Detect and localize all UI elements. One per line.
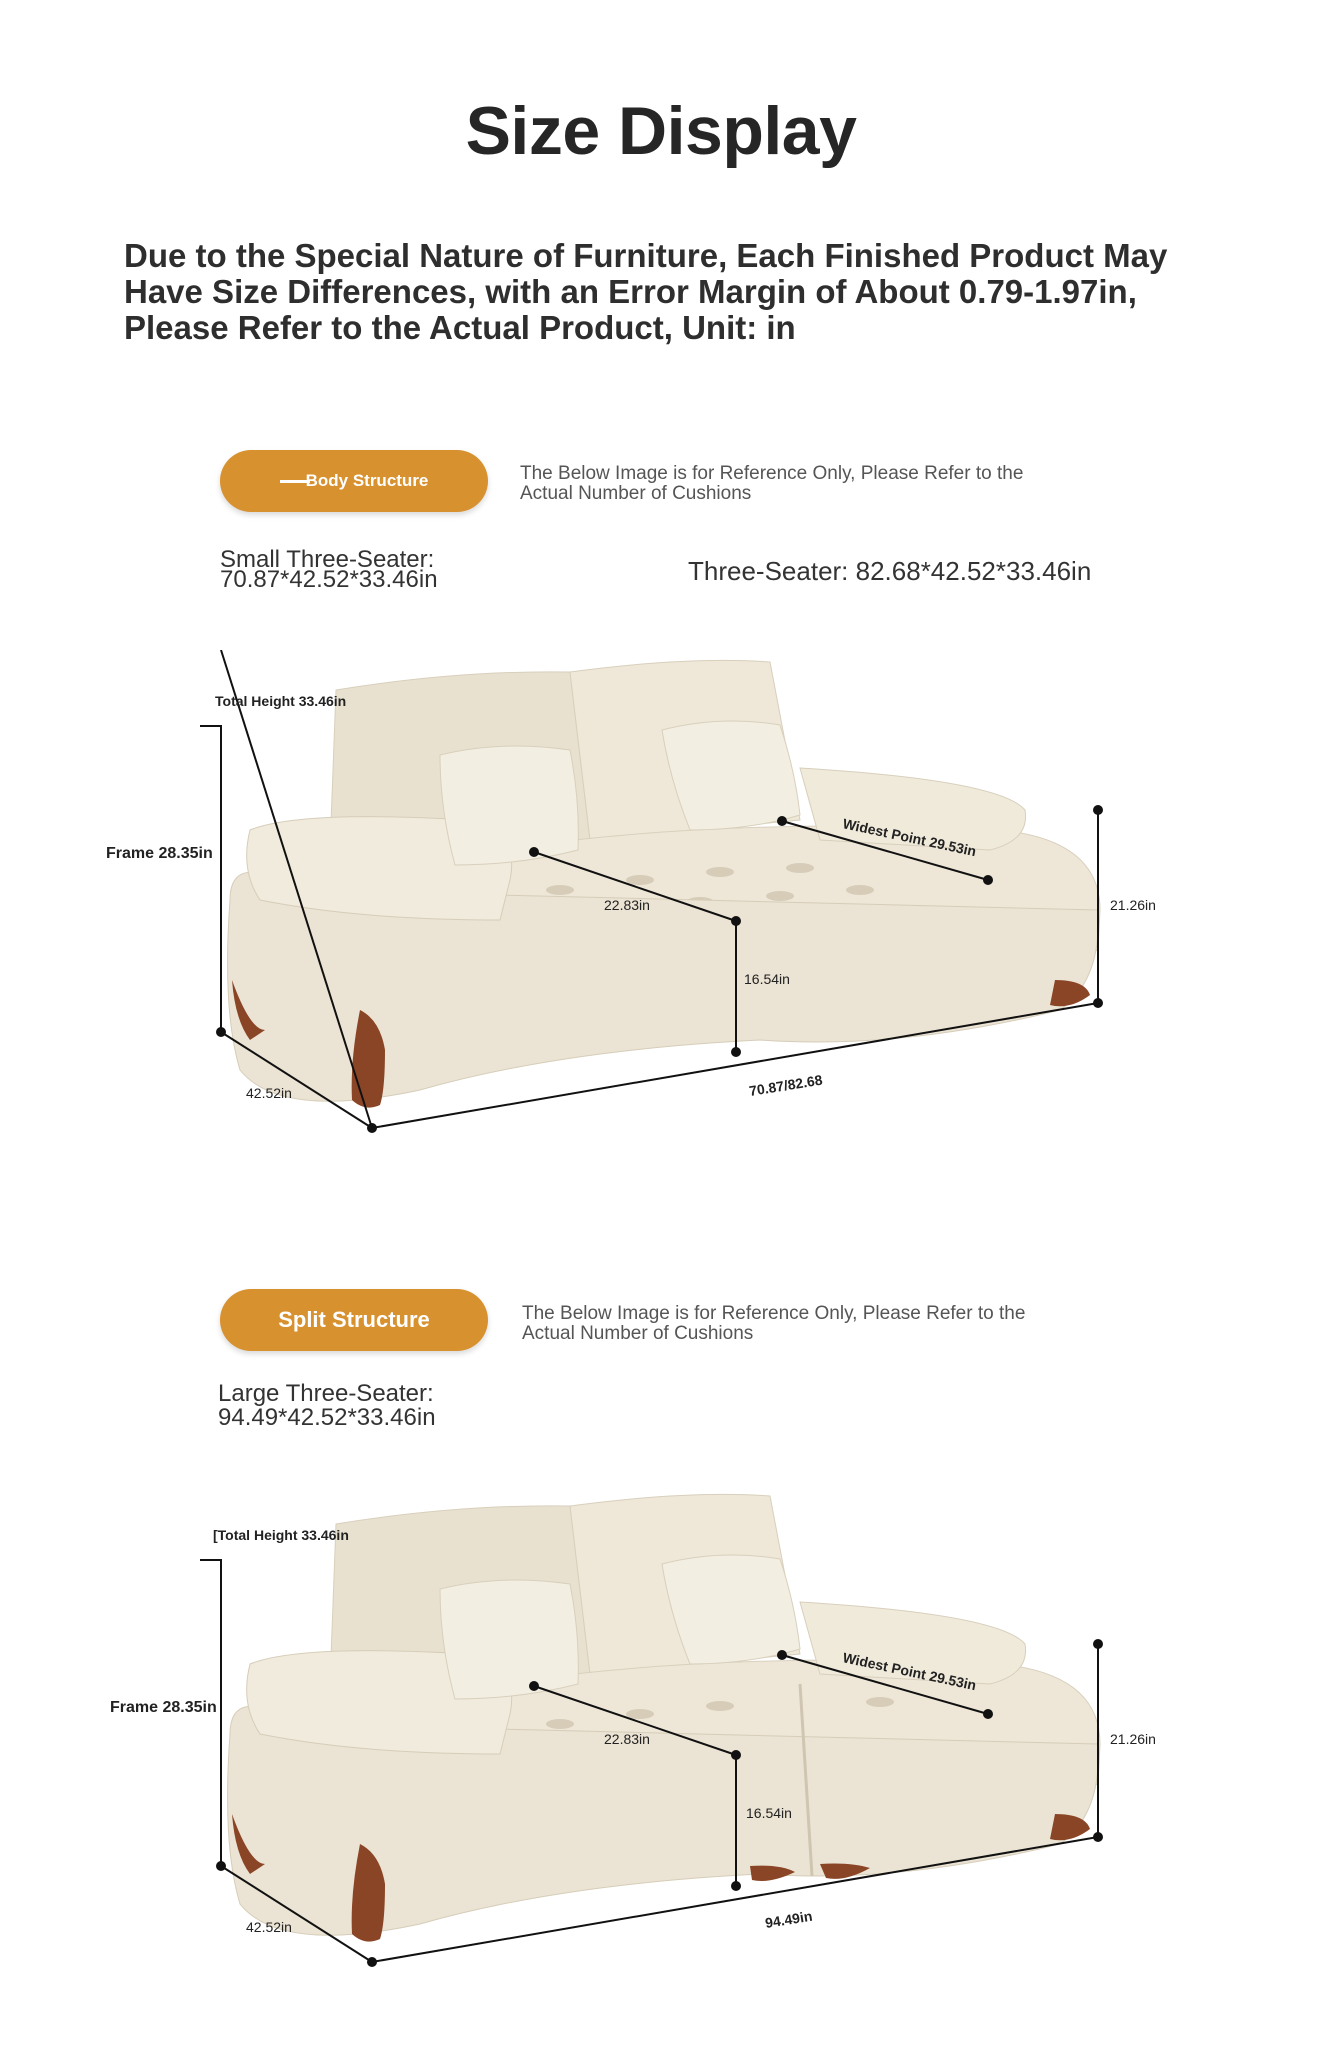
page-title: Size Display — [465, 93, 857, 169]
size-notice: Due to the Special Nature of Furniture, Each Finished Product May Have Size Differences, with an Error Margin of About 0.79-1.97in, Please Refer to the Actual Product, Unit: in — [124, 237, 1168, 346]
sofa-split-diagram — [0, 1484, 1322, 2004]
split-structure-button[interactable]: Split Structure — [220, 1289, 488, 1351]
widest-point-label: Widest Point 29.53in — [841, 815, 978, 860]
seat-height-label: 16.54in — [744, 971, 790, 987]
reference-note-split: The Below Image is for Reference Only, Please Refer to the Actual Number of Cushions — [522, 1303, 1026, 1344]
small-three-seater-size: 70.87*42.52*33.46in — [220, 566, 438, 593]
length-label: 70.87/82.68 — [747, 1071, 824, 1099]
small-three-seater-label: Small Three-Seater: — [220, 546, 435, 573]
seat-height-label-split: 16.54in — [746, 1805, 792, 1821]
frame-height-label-split: Frame 28.35in — [110, 1699, 217, 1716]
sofa-illustration — [228, 660, 1100, 1107]
seat-depth-label-split: 22.83in — [604, 1731, 650, 1747]
arm-height-label: 21.26in — [1110, 897, 1156, 913]
seat-depth-label: 22.83in — [604, 897, 650, 913]
arm-height-label-split: 21.26in — [1110, 1731, 1156, 1747]
large-three-seater-size: 94.49*42.52*33.46in — [218, 1404, 436, 1431]
depth-label-split: 42.52in — [246, 1919, 292, 1935]
reference-note: The Below Image is for Reference Only, Please Refer to the Actual Number of Cushions — [520, 463, 1024, 504]
widest-point-label-split: Widest Point 29.53in — [841, 1649, 978, 1694]
body-structure-label: Body Structure — [305, 471, 429, 490]
frame-height-label: Frame 28.35in — [106, 845, 213, 862]
sofa-illustration-split — [228, 1494, 1100, 1941]
body-structure-button[interactable] — [220, 450, 488, 512]
three-seater-size: Three-Seater: 82.68*42.52*33.46in — [688, 556, 1092, 586]
length-label-split: 94.49in — [763, 1907, 814, 1931]
depth-label: 42.52in — [246, 1085, 292, 1101]
total-height-label: Total Height 33.46in — [215, 693, 347, 709]
sofa-body-diagram — [0, 650, 1322, 1170]
large-three-seater-label: Large Three-Seater: — [218, 1380, 434, 1407]
total-height-label-split: [Total Height 33.46in — [213, 1527, 349, 1543]
